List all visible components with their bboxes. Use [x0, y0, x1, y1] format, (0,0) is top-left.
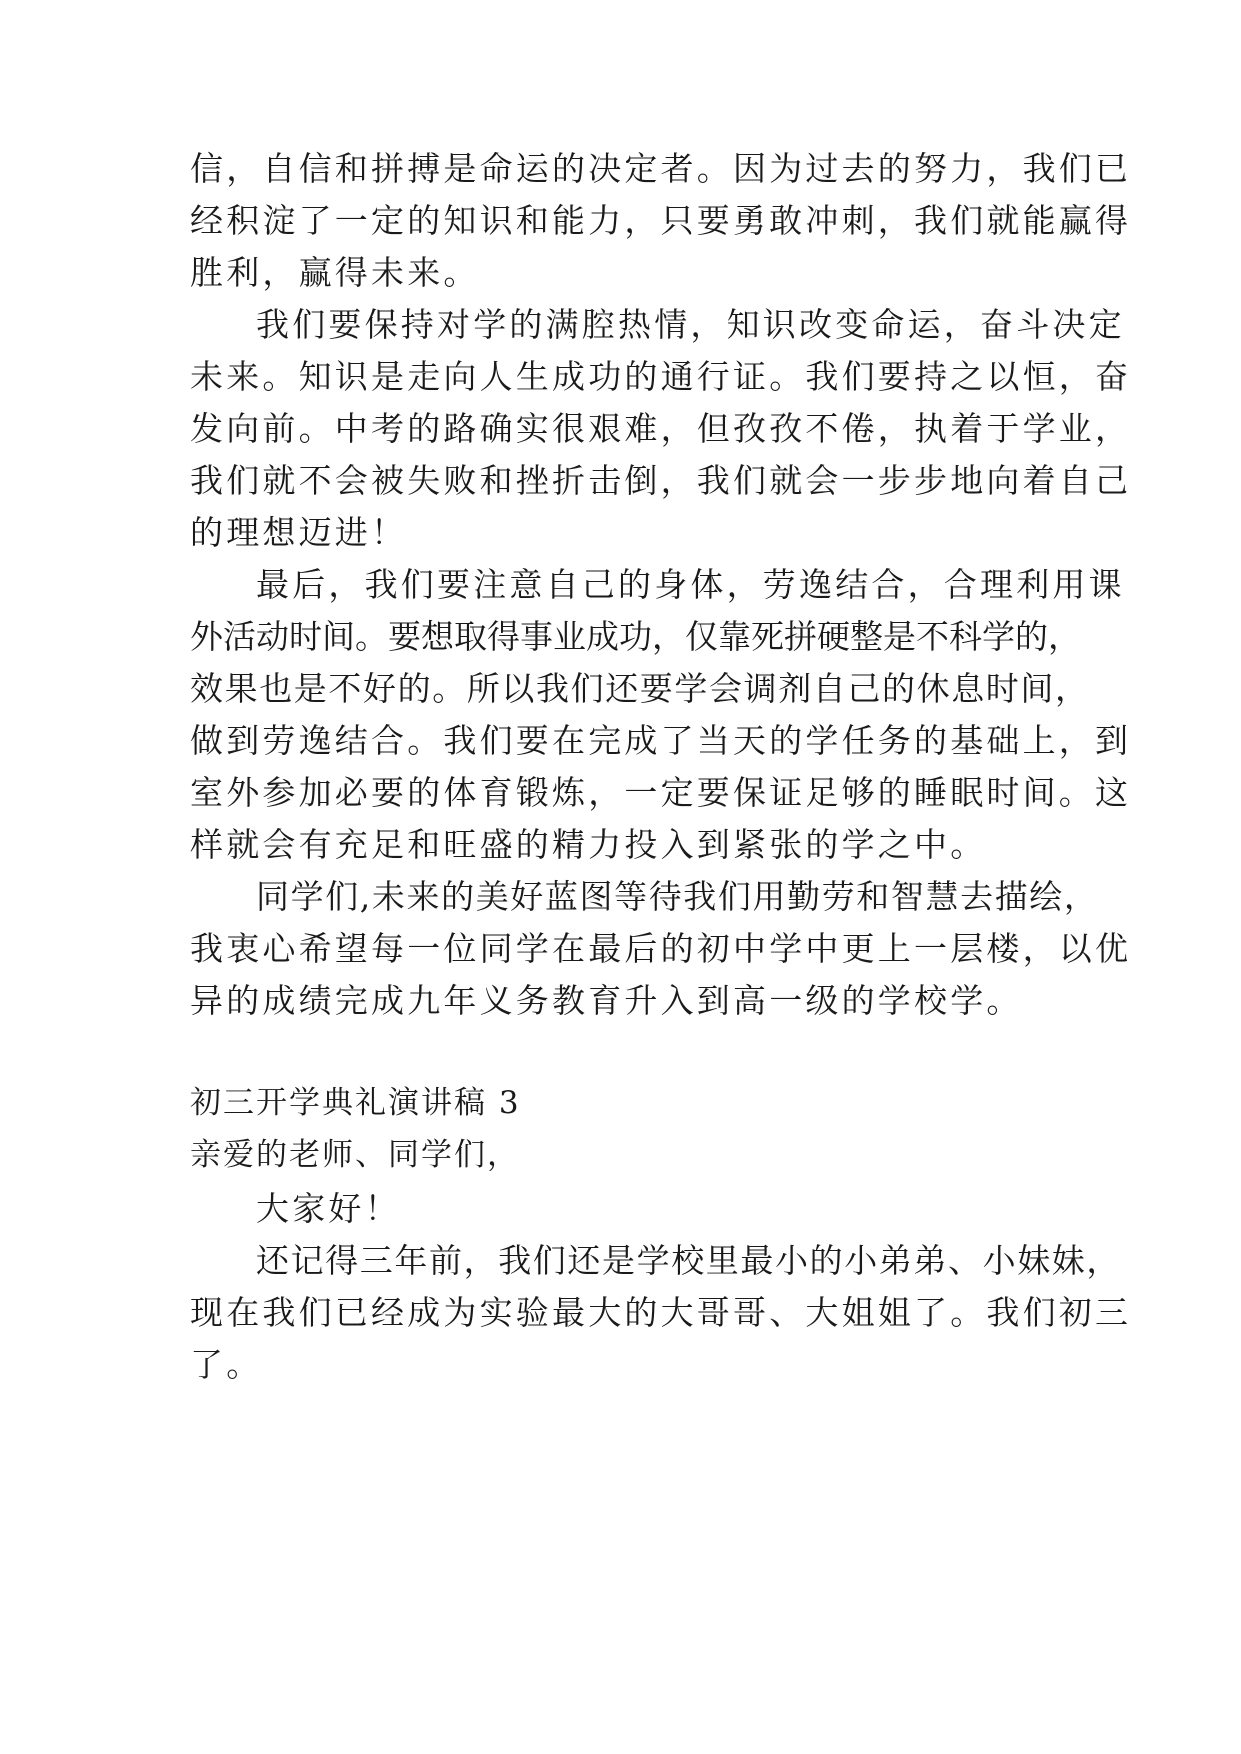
- text-line: 胜利，赢得未来。: [190, 253, 480, 292]
- text-line: 异的成绩完成九年义务教育升入到高一级的学校学。: [190, 981, 1023, 1020]
- text-line: 我衷心希望每一位同学在最后的初中学中更上一层楼，以优: [190, 929, 1132, 968]
- text-line: 了。: [190, 1345, 263, 1384]
- text-line: 外活动时间。要想取得事业成功，仅靠死拼硬整是不科学的，: [190, 617, 1081, 656]
- text-line: 室外参加必要的体育锻炼，一定要保证足够的睡眠时间。这: [190, 773, 1132, 812]
- text-line: 我们就不会被失败和挫折击倒，我们就会一步步地向着自己: [190, 461, 1132, 500]
- text-line: 信，自信和拼搏是命运的决定者。因为过去的努力，我们已: [190, 149, 1132, 188]
- text-line: 同学们,未来的美好蓝图等待我们用勤劳和智慧去描绘，: [256, 877, 1099, 916]
- section-title: 初三开学典礼演讲稿 3: [190, 1085, 521, 1121]
- text-line: 还记得三年前，我们还是学校里最小的小弟弟、小妹妹，: [256, 1241, 1121, 1280]
- text-line: 发向前。中考的路确实很艰难，但孜孜不倦，执着于学业，: [190, 409, 1132, 448]
- text-line: 做到劳逸结合。我们要在完成了当天的学任务的基础上，到: [190, 721, 1132, 760]
- text-line: 未来。知识是走向人生成功的通行证。我们要持之以恒，奋: [190, 357, 1132, 396]
- text-line: 经积淀了一定的知识和能力，只要勇敢冲刺，我们就能赢得: [190, 201, 1132, 240]
- text-line: 我们要保持对学的满腔热情，知识改变命运，奋斗决定: [256, 305, 1125, 344]
- greeting: 大家好！: [256, 1189, 401, 1228]
- text-line: 效果也是不好的。所以我们还要学会调剂自己的休息时间，: [190, 669, 1090, 708]
- text-line: 样就会有充足和旺盛的精力投入到紧张的学之中。: [190, 825, 987, 864]
- salutation: 亲爱的老师、同学们，: [190, 1137, 520, 1173]
- text-line: 现在我们已经成为实验最大的大哥哥、大姐姐了。我们初三: [190, 1293, 1132, 1332]
- text-line: 最后，我们要注意自己的身体，劳逸结合，合理利用课: [256, 565, 1125, 604]
- text-line: 的理想迈进！: [190, 513, 408, 552]
